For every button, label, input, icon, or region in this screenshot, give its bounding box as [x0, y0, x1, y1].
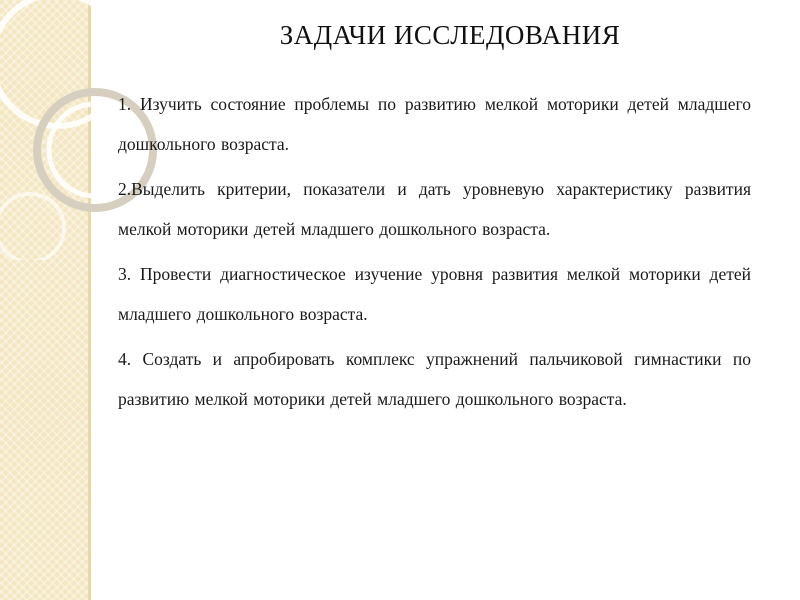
task-item-3: 3. Провести диагностическое изучение уровня развития мелкой моторики детей младшего дошкольного возраста.: [118, 264, 751, 324]
task-item-1: 1. Изучить состояние проблемы по развитию мелкой моторики детей младшего дошкольного возраста.: [118, 94, 751, 154]
task-item-4: 4. Создать и апробировать комплекс упражнений пальчиковой гимнастики по развитию мелкой моторики детей младшего дошкольного возраста.: [118, 349, 751, 409]
decorative-ring-small: [0, 194, 64, 260]
task-item-2: 2.Выделить критерии, показатели и дать уровневую характеристику развития мелкой моторики детей младшего дошкольного возраста.: [118, 179, 751, 239]
task-list: [118, 84, 751, 424]
page-title: ЗАДАЧИ ИССЛЕДОВАНИЯ: [279, 20, 621, 50]
